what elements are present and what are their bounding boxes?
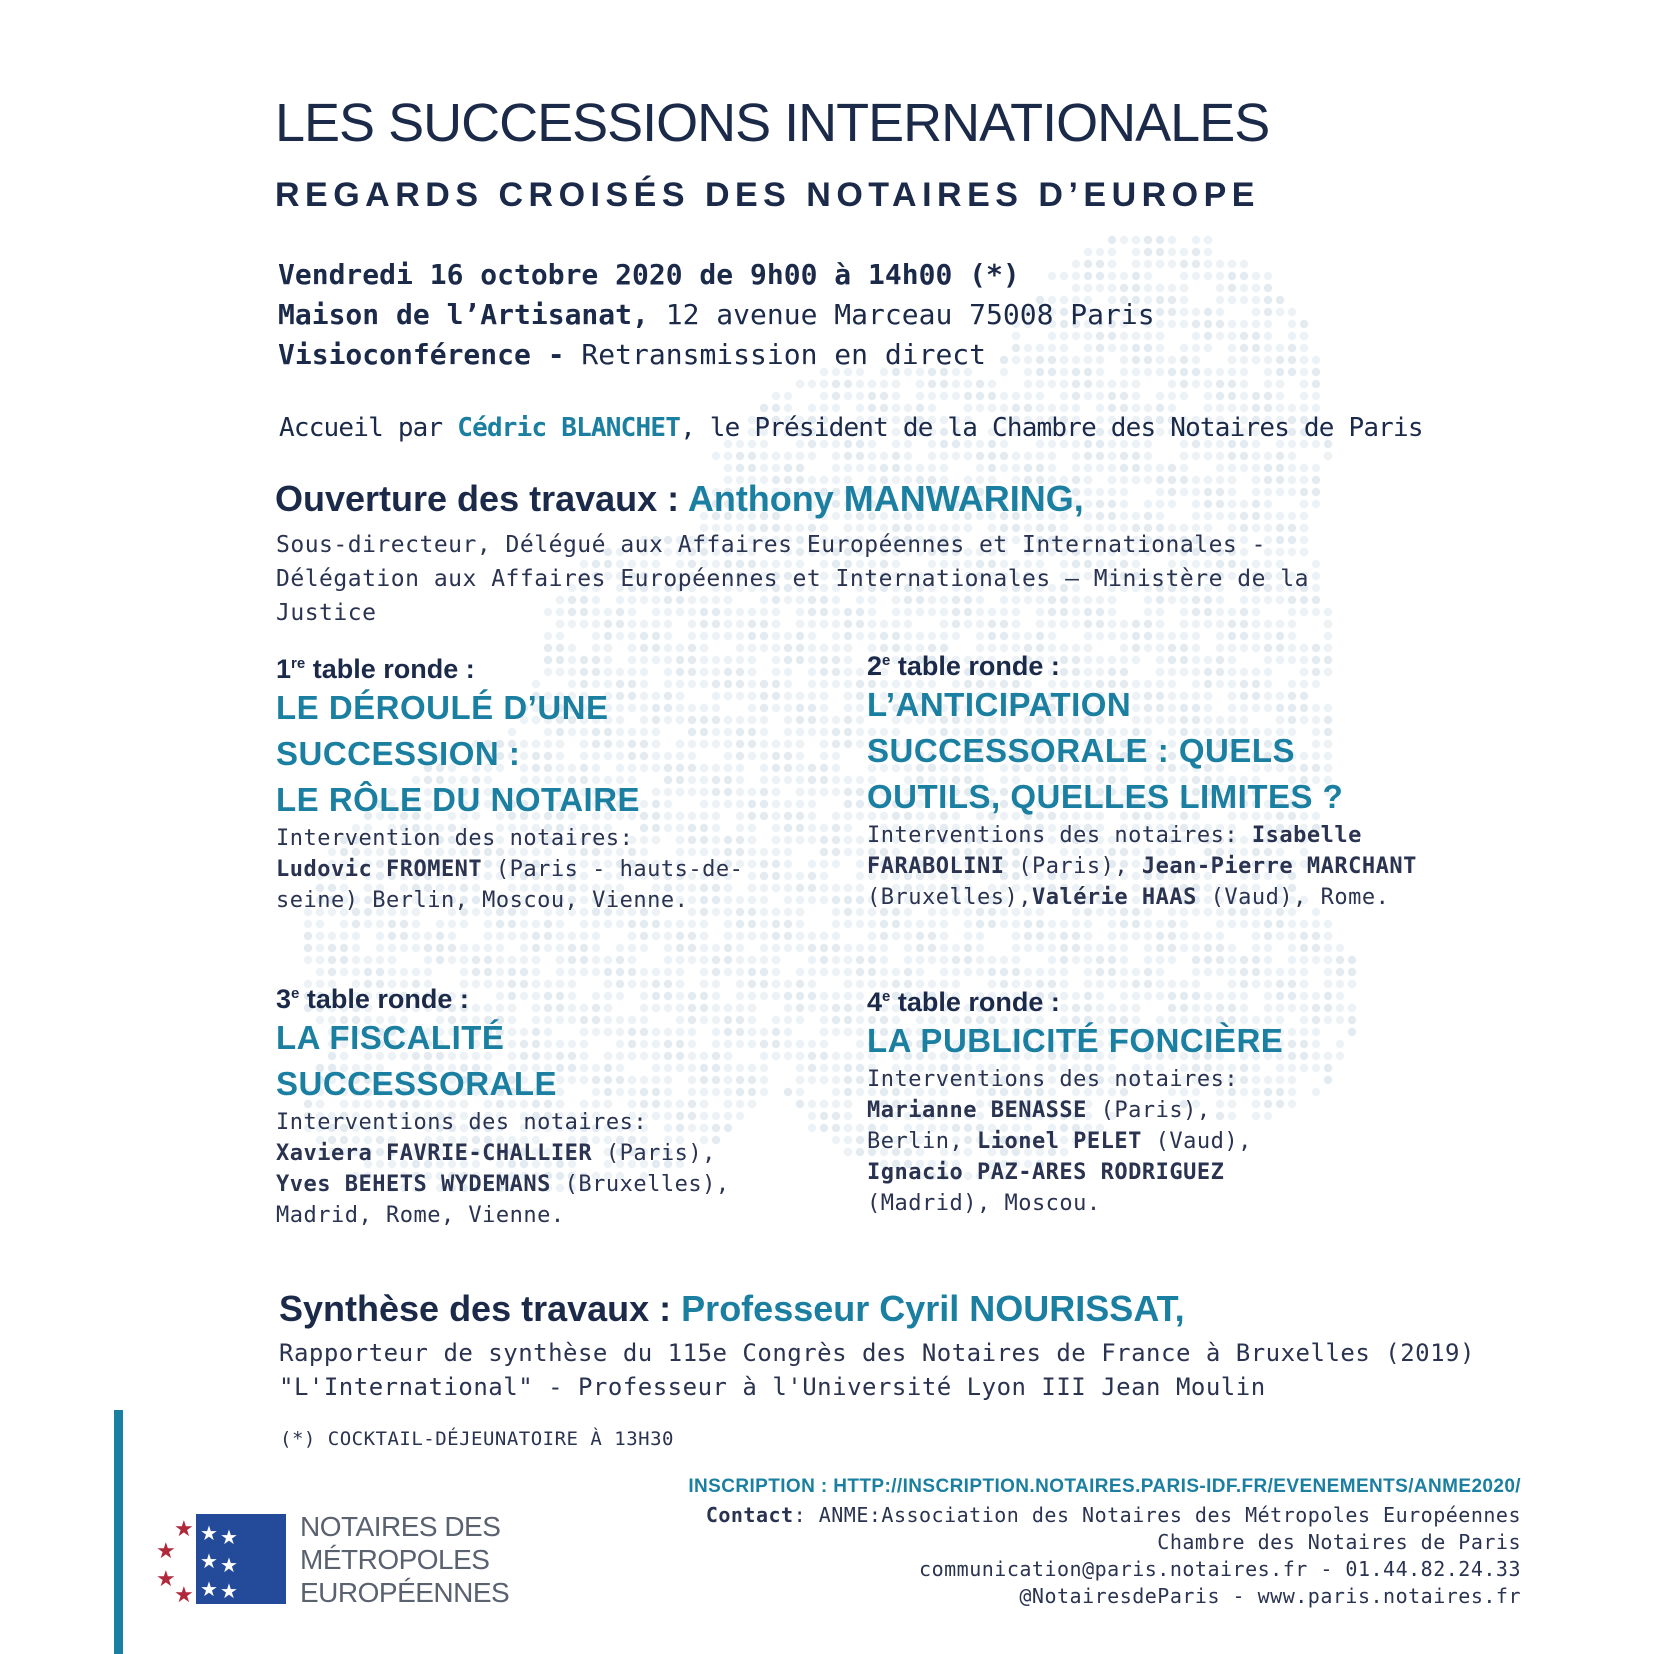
speaker-text: (Bruxelles), bbox=[867, 885, 1032, 910]
page-subtitle: REGARDS CROISÉS DES NOTAIRES D’EUROPE bbox=[275, 176, 1260, 214]
logo-text bbox=[300, 1510, 509, 1609]
speaker-text: Interventions des notaires: bbox=[276, 1110, 648, 1135]
round-table-label: 4e table ronde : bbox=[867, 987, 1060, 1017]
speaker-text: (Paris), bbox=[1004, 854, 1142, 879]
round-table-title-line: LA PUBLICITÉ FONCIÈRE bbox=[867, 1022, 1284, 1059]
event-venue: Maison de l’Artisanat, 12 avenue Marceau 75008 Paris bbox=[278, 298, 1155, 331]
chamber-line: Chambre des Notaires de Paris bbox=[1157, 1530, 1521, 1554]
speaker-text: (Paris), bbox=[592, 1141, 716, 1166]
round-table-speakers bbox=[867, 820, 1427, 913]
speaker-name: Valérie HAAS bbox=[1031, 885, 1197, 910]
page-title: LES SUCCESSIONS INTERNATIONALES bbox=[275, 93, 1270, 153]
svg-text:★: ★ bbox=[220, 1553, 238, 1577]
svg-text:★: ★ bbox=[174, 1517, 194, 1542]
round-table-title-line: LE DÉROULÉ D’UNE bbox=[276, 689, 609, 726]
round-table-4 bbox=[867, 987, 1297, 1219]
round-table-label: 1re table ronde : bbox=[276, 654, 475, 684]
speaker-text: (Paris), Berlin, bbox=[867, 1098, 1211, 1154]
speaker-name: Marianne BENASSE bbox=[867, 1098, 1087, 1123]
logo-line-3: EUROPÉENNES bbox=[300, 1577, 510, 1608]
svg-text:★: ★ bbox=[200, 1521, 218, 1545]
round-table-title-line: SUCCESSORALE bbox=[276, 1065, 558, 1102]
round-table-label: 2e table ronde : bbox=[867, 651, 1060, 681]
round-table-title-line: SUCCESSORALE : QUELS bbox=[867, 732, 1296, 769]
round-table-title-line: L’ANTICIPATION bbox=[867, 686, 1132, 723]
inscription-link[interactable]: INSCRIPTION : HTTP://INSCRIPTION.NOTAIRES.PARIS-IDF.FR/EVENEMENTS/ANME2020/ bbox=[688, 1476, 1521, 1497]
speaker-text: Interventions des notaires: bbox=[867, 1067, 1239, 1092]
speaker-name: Jean-Pierre MARCHANT bbox=[1141, 854, 1417, 879]
opening-description: Sous-directeur, Délégué aux Affaires Européennes et Internationales - Délégation aux Affaires Européennes et Internationales – Ministère de la Justice bbox=[276, 532, 1309, 626]
welcome-line: Accueil par Cédric BLANCHET, le Président de la Chambre des Notaires de Paris bbox=[279, 413, 1423, 443]
svg-text:★: ★ bbox=[200, 1577, 218, 1601]
synthesis-description: Rapporteur de synthèse du 115e Congrès des Notaires de France à Bruxelles (2019) "L'International" - Professeur à l'Université Lyon III Jean Moulin bbox=[279, 1339, 1475, 1401]
round-table-title-line: SUCCESSION : bbox=[276, 735, 521, 772]
event-date: Vendredi 16 octobre 2020 de 9h00 à 14h00 (*) bbox=[278, 258, 1020, 291]
speaker-text: (Paris - hauts-de-seine) Berlin, Moscou, Vienne. bbox=[276, 857, 744, 913]
speaker-name: Ignacio PAZ-ARES RODRIGUEZ bbox=[867, 1160, 1225, 1185]
speaker-text: (Madrid), Moscou. bbox=[867, 1191, 1101, 1216]
speaker-name: Lionel PELET bbox=[976, 1129, 1142, 1154]
round-table-title-line: OUTILS, QUELLES LIMITES ? bbox=[867, 778, 1344, 815]
round-table-title bbox=[867, 1018, 1297, 1064]
round-table-3 bbox=[276, 984, 746, 1231]
svg-text:★: ★ bbox=[220, 1525, 238, 1549]
logo-line-1: NOTAIRES DES bbox=[300, 1511, 501, 1542]
speaker-text: (Vaud), Rome. bbox=[1196, 885, 1390, 910]
speaker-name: Isabelle FARABOLINI bbox=[867, 823, 1362, 879]
footnote: (*) COCKTAIL-DÉJEUNATOIRE À 13H30 bbox=[280, 1428, 674, 1450]
round-table-speakers bbox=[867, 1064, 1297, 1219]
round-table-speakers bbox=[276, 823, 766, 916]
social-website[interactable]: @NotairesdeParis - www.paris.notaires.fr bbox=[1019, 1584, 1521, 1608]
round-table-title-line: LA FISCALITÉ bbox=[276, 1019, 505, 1056]
round-table-title-line: LE RÔLE DU NOTAIRE bbox=[276, 781, 641, 818]
speaker-name: Ludovic FROMENT bbox=[276, 857, 483, 882]
round-table-label: 3e table ronde : bbox=[276, 984, 469, 1014]
svg-text:★: ★ bbox=[200, 1549, 218, 1573]
contact-line: Contact: ANME:Association des Notaires des Métropoles Européennes bbox=[705, 1503, 1521, 1527]
svg-text:★: ★ bbox=[156, 1539, 176, 1564]
speaker-name: Yves BEHETS WYDEMANS bbox=[276, 1172, 551, 1197]
eu-stars-flag-icon bbox=[196, 1514, 286, 1604]
svg-text:★: ★ bbox=[174, 1583, 194, 1604]
speaker-text: Intervention des notaires: bbox=[276, 826, 634, 851]
red-stars-icon bbox=[150, 1514, 200, 1604]
accent-bar bbox=[114, 1410, 123, 1654]
svg-text:★: ★ bbox=[220, 1579, 238, 1603]
speaker-name: Xaviera FAVRIE-CHALLIER bbox=[276, 1141, 593, 1166]
svg-text:★: ★ bbox=[156, 1567, 176, 1592]
contact-email-phone[interactable]: communication@paris.notaires.fr - 01.44.82.24.33 bbox=[919, 1557, 1521, 1581]
speaker-text: Interventions des notaires: bbox=[867, 823, 1252, 848]
round-table-2 bbox=[867, 651, 1427, 913]
event-visio: Visioconférence - Retransmission en direct bbox=[278, 338, 987, 371]
round-table-title bbox=[867, 682, 1427, 820]
round-table-title bbox=[276, 685, 766, 823]
round-table-1 bbox=[276, 654, 766, 916]
opening-heading: Ouverture des travaux : Anthony MANWARING, bbox=[275, 478, 1084, 519]
round-table-title bbox=[276, 1015, 746, 1107]
speaker-text: (Vaud), bbox=[1141, 1129, 1252, 1154]
synthesis-heading: Synthèse des travaux : Professeur Cyril NOURISSAT, bbox=[279, 1288, 1185, 1329]
logo-line-2: MÉTROPOLES bbox=[300, 1544, 490, 1575]
speaker-text: (Bruxelles), Madrid, Rome, Vienne. bbox=[276, 1172, 730, 1228]
round-table-speakers bbox=[276, 1107, 746, 1231]
